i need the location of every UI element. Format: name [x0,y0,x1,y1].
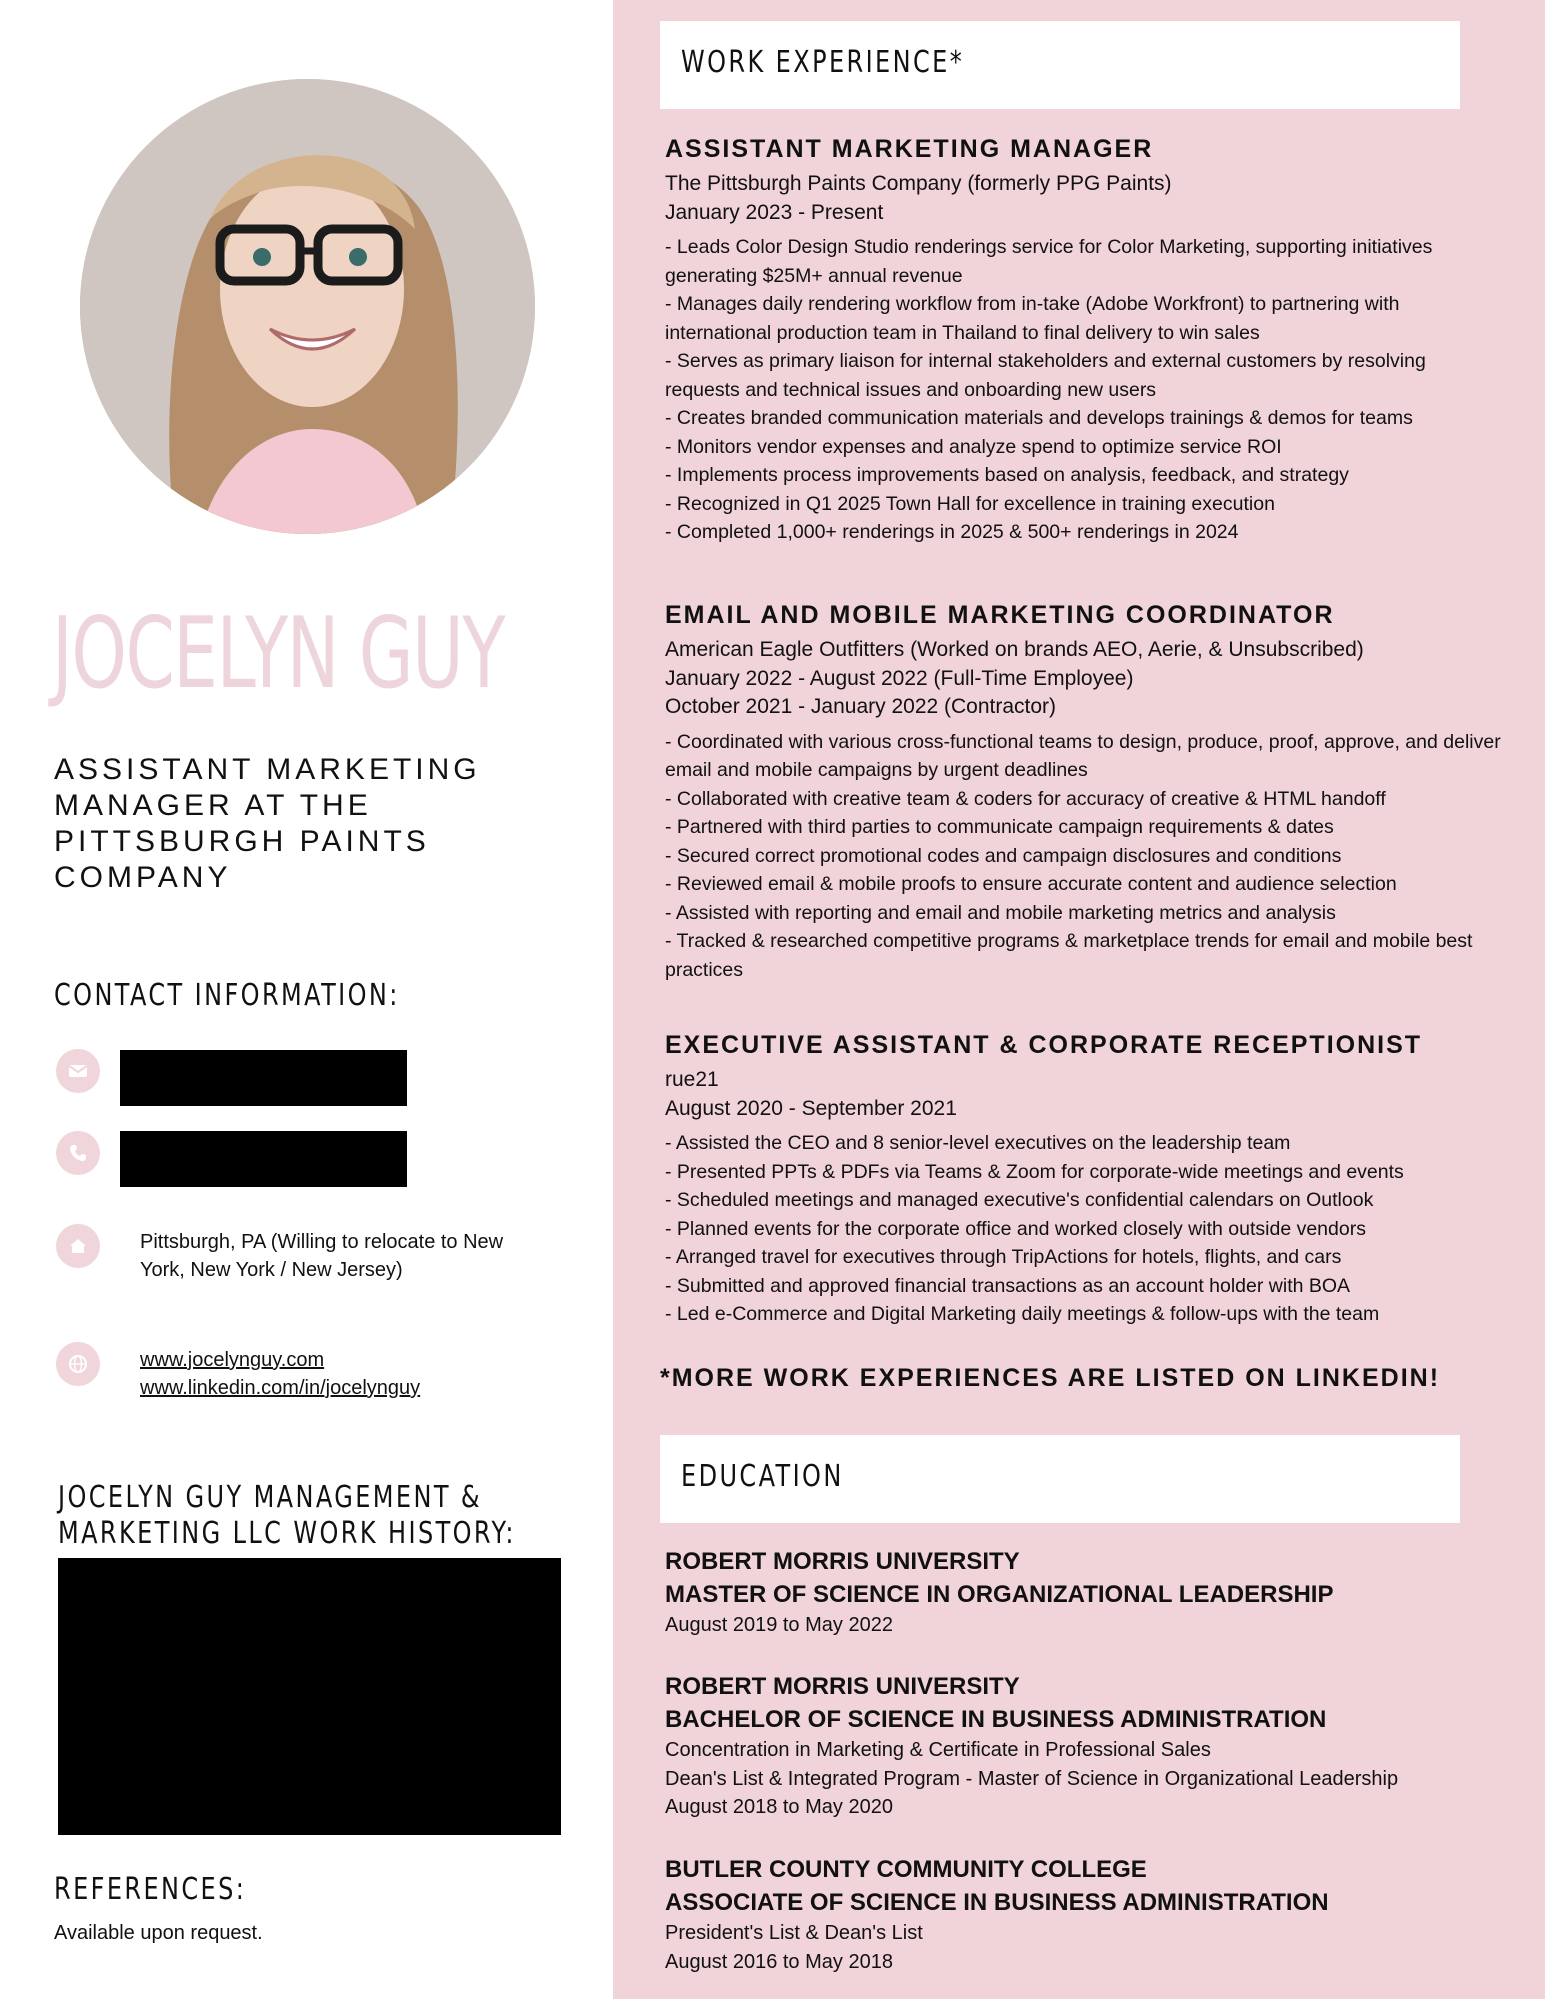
job-bullets [665,728,1505,985]
mail-icon [56,1049,100,1093]
job-title: ASSISTANT MARKETING MANAGER [665,135,1154,163]
job-bullet: - Presented PPTs & PDFs via Teams & Zoom for corporate-wide meetings and events [665,1160,1404,1183]
job-title: EXECUTIVE ASSISTANT & CORPORATE RECEPTIONIST [665,1031,1423,1059]
job-bullet: - Submitted and approved financial transactions as an account holder with BOA [665,1274,1351,1297]
edu-line: Concentration in Marketing & Certificate in Professional Sales [665,1739,1211,1761]
education-entry [665,1670,1505,1822]
job-company: The Pittsburgh Paints Company (formerly PPG Paints) [665,172,1172,195]
job-bullet: - Implements process improvements based on analysis, feedback, and strategy [665,464,1349,486]
location-text: Pittsburgh, PA (Willing to relocate to New York, New York / New Jersey) [140,1231,504,1281]
education-header [660,1435,1460,1523]
job-bullet: - Scheduled meetings and managed executive's confidential calendars on Outlook [665,1189,1374,1211]
job-company: rue21 [665,1068,719,1091]
work-history-heading: JOCELYN GUY MANAGEMENT & MARKETING LLC WORK HISTORY: [58,1480,516,1551]
job-bullet: - Recognized in Q1 2025 Town Hall for excellence in training execution [665,492,1275,515]
edu-line: Dean's List & Integrated Program - Master of Science in Organizational Leadership [665,1767,1399,1790]
job-bullet: - Tracked & researched competitive programs & marketplace trends for email and mobile best practices [665,930,1473,981]
links-block [140,1346,420,1402]
edu-line: President's List & Dean's List [665,1922,923,1944]
job-bullet: - Led e-Commerce and Digital Marketing daily meetings & follow-ups with the team [665,1303,1380,1325]
job-bullet: - Collaborated with creative team & coders for accuracy of creative & HTML handoff [665,787,1386,810]
work-history-redacted [58,1558,561,1835]
job-bullet: - Arranged travel for executives through TripActions for hotels, flights, and cars [665,1246,1342,1268]
job-bullet: - Completed 1,000+ renderings in 2025 & 500+ renderings in 2024 [665,521,1239,543]
job-company: American Eagle Outfitters (Worked on brands AEO, Aerie, & Unsubscribed) [665,638,1364,661]
job-bullet: - Assisted with reporting and email and mobile marketing metrics and analysis [665,901,1336,924]
job-bullet: - Monitors vendor expenses and analyze spend to optimize service ROI [665,435,1282,458]
email-redacted [120,1050,407,1106]
job-bullets [665,233,1505,547]
edu-school: ROBERT MORRIS UNIVERSITY [665,1673,1020,1700]
linkedin-link[interactable]: www.linkedin.com/in/jocelynguy [140,1377,421,1399]
job-dates: January 2022 - August 2022 (Full-Time Employee) [665,666,1134,690]
job-entry [665,1030,1505,1329]
website-link[interactable]: www.jocelynguy.com [140,1349,325,1371]
work-experience-header [660,21,1460,109]
job-bullet: - Serves as primary liaison for internal stakeholders and external customers by resolving requests and technical issues and onboarding new users [665,350,1426,401]
education-entry [665,1545,1505,1640]
job-bullet: - Assisted the CEO and 8 senior-level executives on the leadership team [665,1132,1291,1154]
education-entry [665,1853,1505,1976]
job-entry [665,600,1505,984]
contact-location-row [56,1224,520,1284]
job-dates: January 2023 - Present [665,200,884,224]
profile-photo [80,79,535,534]
job-bullet: - Manages daily rendering workflow from in-take (Adobe Workfront) to partnering with international production team in Thailand to final delivery to win sales [665,293,1400,344]
profile-photo-illustration [80,79,535,534]
job-dates: October 2021 - January 2022 (Contractor) [665,695,1057,718]
references-text: Available upon request. [54,1922,263,1944]
edu-school: BUTLER COUNTY COMMUNITY COLLEGE [665,1856,1147,1883]
job-bullets [665,1129,1505,1329]
job-bullet: - Creates branded communication materials and develops trainings & demos for teams [665,407,1413,429]
job-bullet: - Reviewed email & mobile proofs to ensure accurate content and audience selection [665,873,1397,895]
job-bullet: - Planned events for the corporate office and worked closely with outside vendors [665,1217,1366,1240]
candidate-headline: ASSISTANT MARKETING MANAGER AT THE PITTSBURGH PAINTS COMPANY [54,753,481,894]
contact-heading: CONTACT INFORMATION: [54,978,400,1013]
work-experience-heading: WORK EXPERIENCE* [681,45,965,80]
contact-email-row [56,1049,407,1106]
job-dates: August 2020 - September 2021 [665,1096,957,1120]
edu-line: August 2019 to May 2022 [665,1614,893,1636]
edu-school: ROBERT MORRIS UNIVERSITY [665,1548,1020,1575]
education-heading: EDUCATION [681,1459,844,1494]
edu-degree: ASSOCIATE OF SCIENCE IN BUSINESS ADMINISTRATION [665,1889,1329,1916]
left-column [0,0,613,1999]
job-title: EMAIL AND MOBILE MARKETING COORDINATOR [665,601,1335,629]
phone-icon [56,1131,100,1175]
job-bullet: - Secured correct promotional codes and campaign disclosures and conditions [665,844,1342,867]
contact-phone-row [56,1131,407,1187]
phone-redacted [120,1131,407,1187]
edu-degree: MASTER OF SCIENCE IN ORGANIZATIONAL LEADERSHIP [665,1581,1334,1608]
job-bullet: - Leads Color Design Studio renderings service for Color Marketing, supporting initiatives generating $25M+ annual revenue [665,236,1433,287]
contact-links-row [56,1342,420,1402]
candidate-name: JOCELYN GUY [52,597,505,711]
edu-line: August 2018 to May 2020 [665,1796,893,1818]
job-bullet: - Coordinated with various cross-functional teams to design, produce, proof, approve, and deliver email and mobile campaigns by urgent deadlines [665,730,1501,781]
more-experience-note: *MORE WORK EXPERIENCES ARE LISTED ON LINKEDIN! [660,1364,1441,1392]
job-bullet: - Partnered with third parties to communicate campaign requirements & dates [665,816,1334,838]
references-heading: REFERENCES: [54,1872,247,1907]
globe-icon [56,1342,100,1386]
home-icon [56,1224,100,1268]
edu-degree: BACHELOR OF SCIENCE IN BUSINESS ADMINISTRATION [665,1706,1327,1733]
edu-line: August 2016 to May 2018 [665,1950,893,1973]
job-entry [665,134,1505,547]
